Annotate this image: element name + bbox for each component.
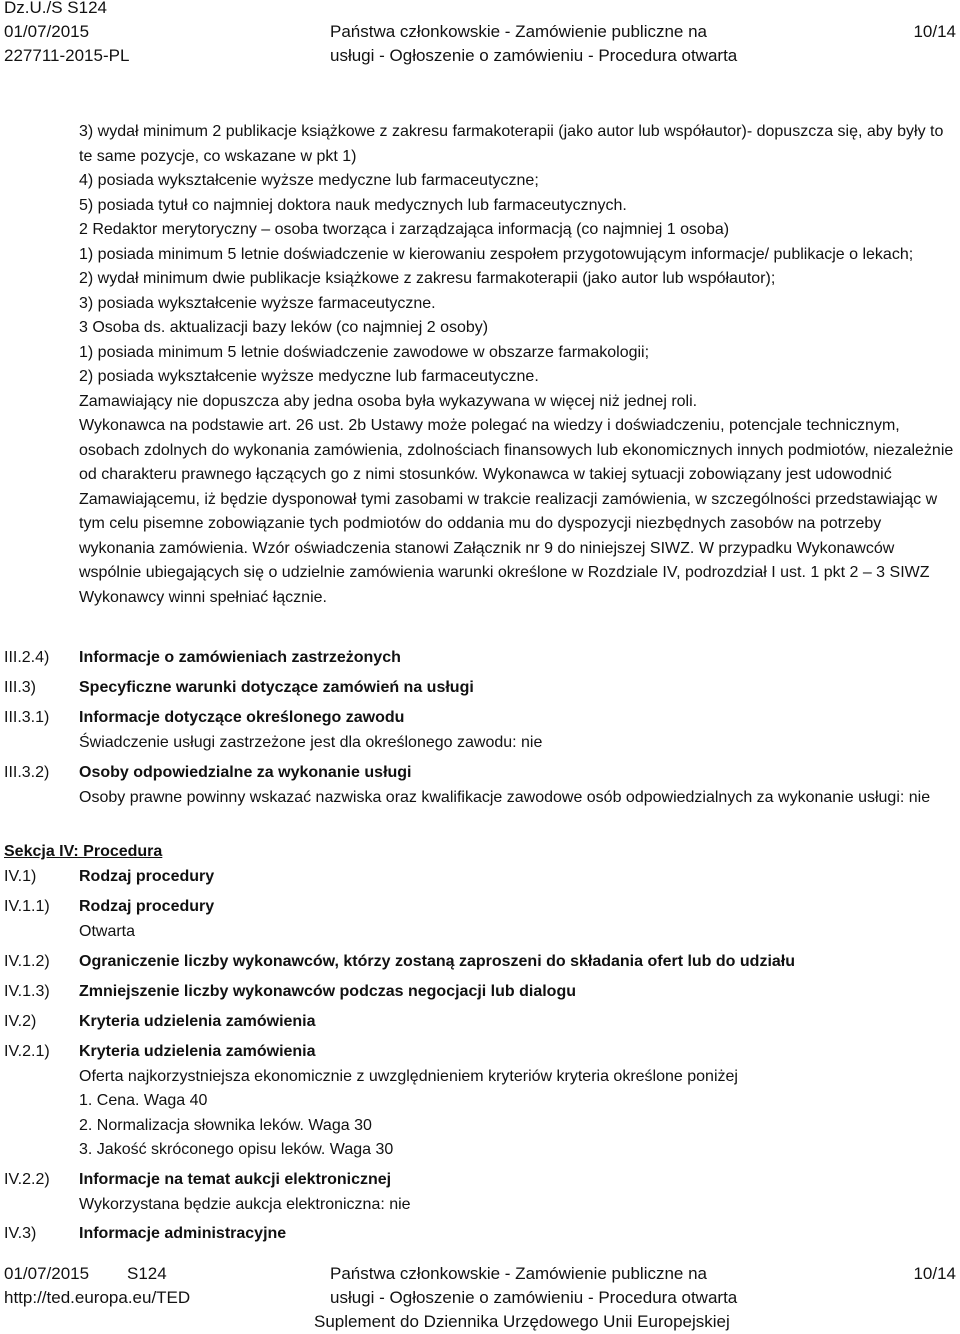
footer-issue: S124 — [127, 1264, 167, 1283]
footer-date: 01/07/2015 — [4, 1264, 90, 1283]
text-line: 2) posiada wykształcenie wyższe medyczne lub farmaceutyczne. — [79, 368, 539, 385]
section-number: III.3.1) — [4, 709, 50, 726]
text-line: 1) posiada minimum 5 letnie doświadczenie w kierowaniu zespołem przygotowującym informacje/ publikacje o lekach; — [79, 245, 914, 263]
section-text: Świadczenie usługi zastrzeżone jest dla określonego zawodu: nie — [79, 733, 543, 751]
section-heading: Sekcja IV: Procedura — [4, 843, 163, 860]
section-title: Informacje na temat aukcji elektronicznej — [79, 1171, 392, 1188]
section-title: Informacje dotyczące określonego zawodu — [79, 709, 405, 726]
section-block — [79, 1010, 957, 1035]
text-line: 3) wydał minimum 2 publikacje książkowe z zakresu farmakoterapii (jako autor lub współautor)- dopuszcza się, aby były to te same pozycje, co wskazane w pkt 1) — [79, 123, 944, 165]
notice-number: 227711-2015-PL — [4, 46, 130, 65]
text-line: 5) posiada tytuł co najmniej doktora nauk medycznych lub farmaceutycznych. — [79, 196, 627, 214]
header-title-line2: usługi - Ogłoszenie o zamówieniu - Procedura otwarta — [330, 46, 738, 65]
section-text: Osoby prawne powinny wskazać nazwiska oraz kwalifikacje zawodowe osób odpowiedzialnych za wykonanie usługi: nie — [79, 788, 931, 806]
section-block — [79, 895, 957, 944]
section-block — [79, 950, 957, 975]
section-block — [79, 646, 957, 671]
journal-ref: Dz.U./S S124 — [4, 0, 107, 17]
footer-title-line1: Państwa członkowskie - Zamówienie publiczne na — [330, 1264, 708, 1283]
section-text: Otwarta — [79, 922, 136, 940]
section-text: Wykorzystana będzie aukcja elektroniczna: nie — [79, 1195, 411, 1213]
section-number: IV.1) — [4, 868, 37, 885]
section-block — [79, 980, 957, 1005]
criterion-item: 3. Jakość skróconego opisu leków. Waga 30 — [79, 1141, 394, 1158]
section-number: III.2.4) — [4, 649, 50, 666]
section-title: Informacje administracyjne — [79, 1225, 287, 1242]
section-title: Zmniejszenie liczby wykonawców podczas negocjacji lub dialogu — [79, 983, 576, 1000]
section-title: Ograniczenie liczby wykonawców, którzy zostaną zaproszeni do składania ofert lub do udziału — [79, 953, 795, 970]
section-block — [79, 1222, 957, 1247]
criterion-item: 2. Normalizacja słownika leków. Waga 30 — [79, 1116, 372, 1134]
section-title: Rodzaj procedury — [79, 868, 215, 885]
section-title: Informacje o zamówieniach zastrzeżonych — [79, 649, 401, 666]
section-title: Kryteria udzielenia zamówienia — [79, 1043, 316, 1060]
requirements-text — [79, 120, 957, 610]
text-line: 3) posiada wykształcenie wyższe farmaceutyczne. — [79, 294, 436, 312]
section-block — [79, 761, 957, 810]
page-footer — [0, 1262, 960, 1334]
footer-supplement: Suplement do Dziennika Urzędowego Unii Europejskiej — [314, 1312, 730, 1331]
section-number: IV.1.1) — [4, 898, 50, 915]
header-date: 01/07/2015 — [4, 22, 90, 41]
header-page-number: 10/14 — [913, 22, 956, 41]
text-line: 4) posiada wykształcenie wyższe medyczne lub farmaceutyczne; — [79, 172, 539, 189]
footer-title-line2: usługi - Ogłoszenie o zamówieniu - Procedura otwarta — [330, 1288, 738, 1307]
section-block — [79, 706, 957, 755]
section-number: IV.3) — [4, 1225, 37, 1242]
section-number: IV.2.1) — [4, 1043, 50, 1060]
text-line: 3 Osoba ds. aktualizacji bazy leków (co najmniej 2 osoby) — [79, 319, 489, 336]
header-title-line1: Państwa członkowskie - Zamówienie publiczne na — [330, 22, 708, 41]
section-text: Oferta najkorzystniejsza ekonomicznie z uwzględnieniem kryteriów kryteria określone poniżej — [79, 1067, 738, 1085]
page-header — [0, 0, 960, 72]
section-number: IV.2) — [4, 1013, 37, 1030]
section-title: Rodzaj procedury — [79, 898, 215, 915]
section-number: IV.1.3) — [4, 983, 50, 1000]
ted-link[interactable]: http://ted.europa.eu/TED — [4, 1288, 191, 1307]
text-line: 1) posiada minimum 5 letnie doświadczenie zawodowe w obszarze farmakologii; — [79, 343, 650, 361]
section-title: Specyficzne warunki dotyczące zamówień na usługi — [79, 679, 474, 696]
text-line: 2 Redaktor merytoryczny – osoba tworząca i zarządzająca informacją (co najmniej 1 osoba) — [79, 221, 730, 238]
section-block — [79, 1040, 957, 1163]
text-line: 2) wydał minimum dwie publikacje książkowe z zakresu farmakoterapii (jako autor lub współautor); — [79, 270, 776, 287]
section-number: III.3.2) — [4, 764, 50, 781]
section-number: IV.2.2) — [4, 1171, 50, 1188]
text-line: Zamawiający nie dopuszcza aby jedna osoba była wykazywana w więcej niż jednej roli. — [79, 392, 698, 410]
section-title: Osoby odpowiedzialne za wykonanie usługi — [79, 764, 412, 781]
section-number: IV.1.2) — [4, 953, 50, 970]
section-block — [79, 1168, 957, 1217]
section-title: Kryteria udzielenia zamówienia — [79, 1013, 316, 1030]
section-number: III.3) — [4, 679, 37, 696]
criterion-item: 1. Cena. Waga 40 — [79, 1092, 208, 1109]
text-line: Wykonawca na podstawie art. 26 ust. 2b Ustawy może polegać na wiedzy i doświadczeniu, potencjale technicznym, osobach zdolnych do wykonania zamówienia, zdolnościach finansowych lub ekonomicznych innych podmiotów, niezależnie od charakteru prawnego łączących go z nimi stosunków. Wykonawca w takiej sytuacji zobowiązany jest udowodnić Zamawiającemu, iż będzie dysponował tymi zasobami w trakcie realizacji zamówienia, w szczególności przedstawiając w tym celu pisemne zobowiązanie tych podmiotów do oddania mu do dyspozycji niezbędnych zasobów na potrzeby wykonania zamówienia. Wzór oświadczenia stanowi Załącznik nr 9 do niniejszej SIWZ. W przypadku Wykonawców wspólnie ubiegających się o udzielnie zamówienia warunki określone w Rozdziale IV, podrozdział I ust. 1 pkt 2 – 3 SIWZ Wykonawcy winni spełniać łącznie. — [79, 417, 954, 606]
section-block — [79, 865, 957, 890]
footer-page-number: 10/14 — [913, 1264, 956, 1283]
section-block — [79, 676, 957, 701]
